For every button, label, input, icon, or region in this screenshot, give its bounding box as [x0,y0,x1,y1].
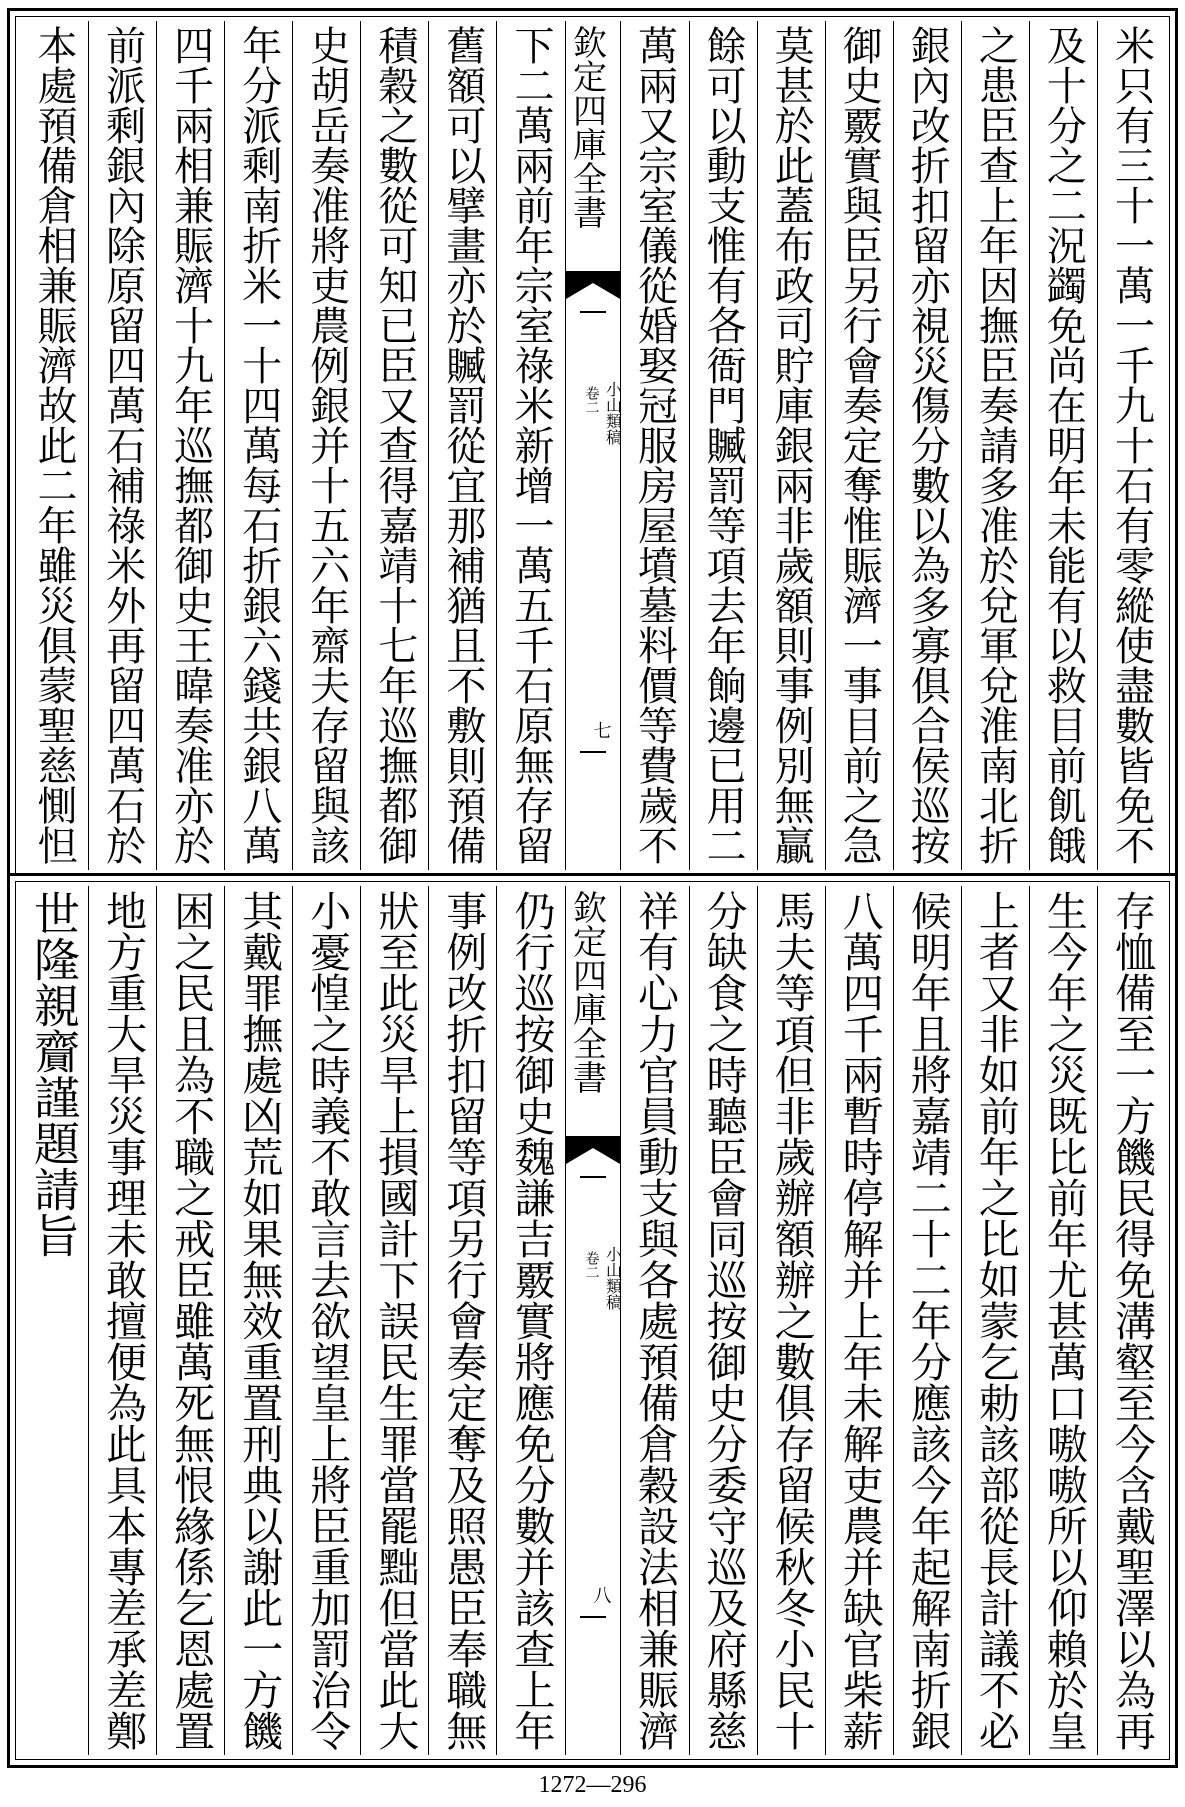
text-column [428,886,496,1755]
fishtail-mark-icon [566,1136,620,1164]
column-text: 候明年且將嘉靖二十二年分應該今年起解南折銀 [903,890,952,1751]
column-text: 年分派剩南折米一十四萬每石折銀六錢共銀八萬 [235,25,282,865]
text-column [961,21,1029,870]
column-text: 舊額可以擘畫亦於贓罰從宜那補猶且不敷則預備 [439,25,486,865]
text-column [292,21,360,870]
text-column [621,886,689,1755]
column-text: 上者又非如前年之比如蒙乞勅該部從長計議不必 [971,890,1020,1751]
divider [580,1616,606,1618]
text-column [360,21,428,870]
collection-title: 欽定四庫全書 [566,25,607,229]
page-number-footer: 1272—296 [538,1772,647,1798]
column-text: 分缺食之時聽臣會同巡按御史分委守巡及府縣慈 [699,890,748,1751]
text-column [825,886,893,1755]
text-column [496,886,564,1755]
column-text: 本處預備倉相兼賑濟故此二年雖災俱蒙聖慈惻怛 [31,25,78,865]
text-column [496,21,564,870]
bottom-page-frame [7,873,1178,1768]
text-column [1097,886,1165,1755]
column-text: 米只有三十一萬一千九十石有零縱使盡數皆免不 [1108,25,1155,865]
column-text: 及十分之二況蠲免尚在明年未能有以救目前飢餓 [1040,25,1087,865]
text-column [156,21,224,870]
column-text: 仍行巡按御史魏謙吉覈實將應免分數并該查上年 [507,890,556,1751]
text-column [961,886,1029,1755]
text-column [1029,21,1097,870]
divider [580,1176,606,1178]
column-text: 積穀之數從可知已臣又查得嘉靖十七年巡撫都御 [371,25,418,865]
column-text: 銀內改折扣留亦視災傷分數以為多寡俱合侯巡按 [904,25,951,865]
column-text: 萬兩又宗室儀從婚娶冠服房屋墳墓料價等費歲不 [631,25,678,865]
column-text: 之患臣查上年因撫臣奏請多准於兌軍兌淮南北折 [972,25,1019,865]
book-title: 小山類稿 [603,1246,623,1310]
column-text: 其戴罪撫處凶荒如果無效重置刑典以謝此一方饑 [235,890,284,1751]
top-page-frame [7,8,1178,883]
column-text: 世隆親齎謹題請旨 [27,890,82,1258]
text-column [893,21,961,870]
text-column [757,886,825,1755]
column-text: 存恤備至一方饑民得免溝壑至今含戴聖澤以為再 [1107,890,1156,1751]
column-text: 生今年之災既比前年尤甚萬口嗷嗷所以仰賴於皇 [1039,890,1088,1751]
volume-label: 卷二 [583,386,600,414]
volume-label: 卷二 [583,1251,600,1279]
text-column [224,21,292,870]
column-text: 餘可以動支惟有各衙門贓罰等項去年餉邊已用二 [700,25,747,865]
text-column [428,21,496,870]
text-column [689,886,757,1755]
column-text: 四千兩相兼賑濟十九年巡撫都御史王暐奏准亦於 [167,25,214,865]
text-column [825,21,893,870]
column-text: 馬夫等項但非歲辦額辦之數俱存留候秋冬小民十 [767,890,816,1751]
folio-number: 七 [590,721,612,739]
column-text: 御史覈實與臣另行會奏定奪惟賑濟一事目前之急 [836,25,883,865]
text-column [1097,21,1165,870]
folio-number: 八 [590,1586,612,1604]
collection-title: 欽定四庫全書 [566,890,607,1094]
text-column [88,886,156,1755]
column-text: 事例改折扣留等項另行會奏定奪及照愚臣奉職無 [439,890,488,1751]
text-column [757,21,825,870]
text-column [20,886,88,1755]
text-column [360,886,428,1755]
text-column [292,886,360,1755]
column-text: 祥有心力官員動支與各處預備倉穀設法相兼賑濟 [631,890,680,1751]
column-text: 狀至此災旱上損國計下誤民生罪當罷黜但當此大 [371,890,420,1751]
text-column [20,21,88,870]
text-column [893,886,961,1755]
text-column [224,886,292,1755]
column-text: 小憂惶之時義不敢言去欲望皇上將臣重加罰治令 [303,890,352,1751]
divider [580,751,606,753]
text-column [689,21,757,870]
center-fold-column [565,21,621,870]
column-text: 八萬四千兩暫時停解并上年未解吏農并缺官柴薪 [835,890,884,1751]
fishtail-mark-icon [566,271,620,299]
text-column [1029,886,1097,1755]
column-text: 史胡岳奏准將吏農例銀并十五六年齋夫存留與該 [303,25,350,865]
column-text: 地方重大旱災事理未敢擅便為此具本專差承差鄭 [99,890,148,1751]
text-column [156,886,224,1755]
text-column [621,21,689,870]
center-fold-column [565,886,621,1755]
column-text: 困之民且為不職之戒臣雖萬死無恨緣係乞恩處置 [167,890,216,1751]
column-text: 前派剩銀內除原留四萬石補祿米外再留四萬石於 [99,25,146,865]
column-text: 下二萬兩前年宗室祿米新增一萬五千石原無存留 [507,25,554,865]
text-column [88,21,156,870]
book-title: 小山類稿 [603,381,623,445]
column-text: 莫甚於此蓋布政司貯庫銀兩非歲額則事例別無贏 [768,25,815,865]
divider [580,311,606,313]
